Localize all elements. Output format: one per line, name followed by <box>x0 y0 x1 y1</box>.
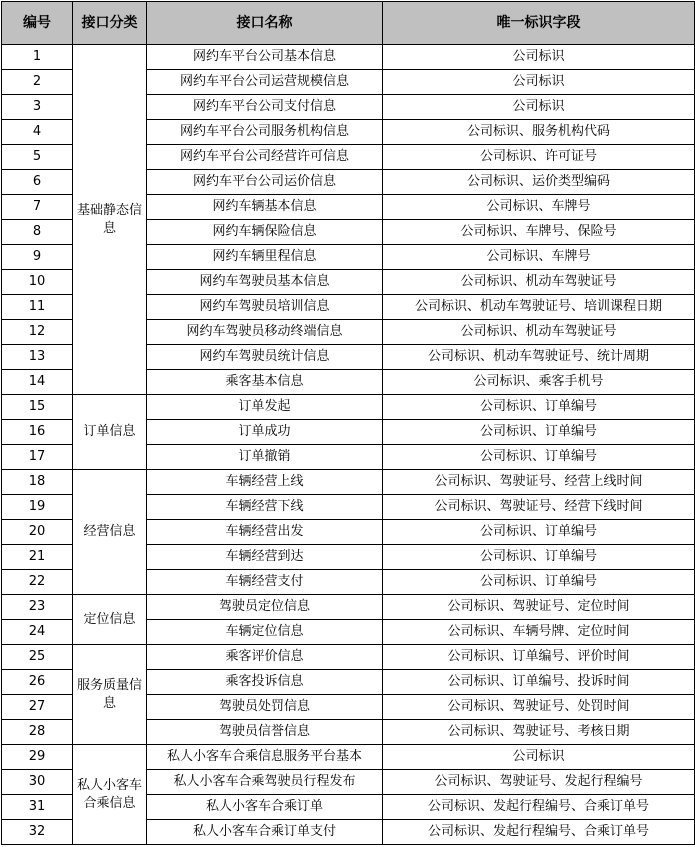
unique-id-fields: 公司标识、订单编号 <box>383 395 695 420</box>
category-cell: 基础静态信息 <box>73 45 147 395</box>
interface-name: 订单成功 <box>147 420 383 445</box>
interface-name: 乘客投诉信息 <box>147 670 383 695</box>
unique-id-fields: 公司标识 <box>383 745 695 770</box>
row-number: 17 <box>2 445 73 470</box>
interface-name: 网约车辆基本信息 <box>147 195 383 220</box>
row-number: 12 <box>2 320 73 345</box>
row-number: 31 <box>2 795 73 820</box>
interface-name: 乘客基本信息 <box>147 370 383 395</box>
interface-name: 乘客评价信息 <box>147 645 383 670</box>
row-number: 24 <box>2 620 73 645</box>
row-number: 11 <box>2 295 73 320</box>
unique-id-fields: 公司标识、订单编号 <box>383 520 695 545</box>
interface-name: 驾驶员处罚信息 <box>147 695 383 720</box>
interface-name: 网约车平台公司基本信息 <box>147 45 383 70</box>
interface-name: 私人小客车合乘信息服务平台基本 <box>147 745 383 770</box>
row-number: 21 <box>2 545 73 570</box>
row-number: 22 <box>2 570 73 595</box>
row-number: 2 <box>2 70 73 95</box>
unique-id-fields: 公司标识、发起行程编号、合乘订单号 <box>383 820 695 845</box>
interface-name: 车辆经营下线 <box>147 495 383 520</box>
row-number: 1 <box>2 45 73 70</box>
unique-id-fields: 公司标识、驾驶证号、处罚时间 <box>383 695 695 720</box>
table-row <box>2 395 695 420</box>
unique-id-fields: 公司标识、订单编号 <box>383 445 695 470</box>
unique-id-fields: 公司标识、订单编号、投诉时间 <box>383 670 695 695</box>
table-row <box>2 595 695 620</box>
unique-id-fields: 公司标识、服务机构代码 <box>383 120 695 145</box>
unique-id-fields: 公司标识、订单编号 <box>383 570 695 595</box>
unique-id-fields: 公司标识 <box>383 70 695 95</box>
interface-name: 网约车平台公司支付信息 <box>147 95 383 120</box>
unique-id-fields: 公司标识、驾驶证号、发起行程编号 <box>383 770 695 795</box>
row-number: 14 <box>2 370 73 395</box>
table-row <box>2 45 695 70</box>
row-number: 26 <box>2 670 73 695</box>
interface-name: 订单撤销 <box>147 445 383 470</box>
row-number: 15 <box>2 395 73 420</box>
row-number: 25 <box>2 645 73 670</box>
row-number: 19 <box>2 495 73 520</box>
unique-id-fields: 公司标识、机动车驾驶证号 <box>383 320 695 345</box>
header-row <box>2 2 695 45</box>
unique-id-fields: 公司标识、订单编号 <box>383 420 695 445</box>
row-number: 9 <box>2 245 73 270</box>
interface-name: 网约车驾驶员移动终端信息 <box>147 320 383 345</box>
unique-id-fields: 公司标识、发起行程编号、合乘订单号 <box>383 795 695 820</box>
unique-id-fields: 公司标识、驾驶证号、定位时间 <box>383 595 695 620</box>
row-number: 5 <box>2 145 73 170</box>
header-number: 编号 <box>2 2 73 45</box>
unique-id-fields: 公司标识 <box>383 95 695 120</box>
unique-id-fields: 公司标识、订单编号、评价时间 <box>383 645 695 670</box>
category-cell: 订单信息 <box>73 395 147 470</box>
row-number: 3 <box>2 95 73 120</box>
interface-name: 车辆经营到达 <box>147 545 383 570</box>
unique-id-fields: 公司标识、机动车驾驶证号 <box>383 270 695 295</box>
category-cell: 服务质量信息 <box>73 645 147 745</box>
row-number: 27 <box>2 695 73 720</box>
unique-id-fields: 公司标识、机动车驾驶证号、培训课程日期 <box>383 295 695 320</box>
row-number: 7 <box>2 195 73 220</box>
interface-name: 网约车平台公司运营规模信息 <box>147 70 383 95</box>
header-interface-name: 接口名称 <box>147 2 383 45</box>
category-cell: 定位信息 <box>73 595 147 645</box>
row-number: 13 <box>2 345 73 370</box>
interface-name: 车辆经营支付 <box>147 570 383 595</box>
row-number: 29 <box>2 745 73 770</box>
unique-id-fields: 公司标识、机动车驾驶证号、统计周期 <box>383 345 695 370</box>
interface-name: 驾驶员信誉信息 <box>147 720 383 745</box>
row-number: 32 <box>2 820 73 845</box>
table-row <box>2 745 695 770</box>
table-row <box>2 645 695 670</box>
unique-id-fields: 公司标识、乘客手机号 <box>383 370 695 395</box>
row-number: 18 <box>2 470 73 495</box>
interface-name: 车辆定位信息 <box>147 620 383 645</box>
interface-name: 网约车驾驶员培训信息 <box>147 295 383 320</box>
category-cell: 私人小客车合乘信息 <box>73 745 147 845</box>
interface-name: 私人小客车合乘订单 <box>147 795 383 820</box>
table-body <box>2 45 695 845</box>
interface-table <box>1 1 695 845</box>
unique-id-fields: 公司标识、驾驶证号、经营下线时间 <box>383 495 695 520</box>
row-number: 30 <box>2 770 73 795</box>
unique-id-fields: 公司标识、车辆号牌、定位时间 <box>383 620 695 645</box>
interface-name: 网约车平台公司服务机构信息 <box>147 120 383 145</box>
interface-name: 私人小客车合乘驾驶员行程发布 <box>147 770 383 795</box>
unique-id-fields: 公司标识、车牌号、保险号 <box>383 220 695 245</box>
interface-name: 网约车辆里程信息 <box>147 245 383 270</box>
header-category: 接口分类 <box>73 2 147 45</box>
interface-name: 网约车平台公司经营许可信息 <box>147 145 383 170</box>
interface-name: 网约车驾驶员统计信息 <box>147 345 383 370</box>
unique-id-fields: 公司标识、订单编号 <box>383 545 695 570</box>
interface-name: 驾驶员定位信息 <box>147 595 383 620</box>
unique-id-fields: 公司标识、驾驶证号、经营上线时间 <box>383 470 695 495</box>
unique-id-fields: 公司标识、运价类型编码 <box>383 170 695 195</box>
interface-name: 车辆经营出发 <box>147 520 383 545</box>
interface-name: 网约车辆保险信息 <box>147 220 383 245</box>
row-number: 16 <box>2 420 73 445</box>
interface-name: 订单发起 <box>147 395 383 420</box>
row-number: 20 <box>2 520 73 545</box>
row-number: 10 <box>2 270 73 295</box>
unique-id-fields: 公司标识、驾驶证号、考核日期 <box>383 720 695 745</box>
table-row <box>2 470 695 495</box>
row-number: 4 <box>2 120 73 145</box>
row-number: 6 <box>2 170 73 195</box>
header-unique-id-fields: 唯一标识字段 <box>383 2 695 45</box>
interface-name: 车辆经营上线 <box>147 470 383 495</box>
category-cell: 经营信息 <box>73 470 147 595</box>
row-number: 28 <box>2 720 73 745</box>
unique-id-fields: 公司标识、车牌号 <box>383 195 695 220</box>
interface-name: 私人小客车合乘订单支付 <box>147 820 383 845</box>
interface-name: 网约车驾驶员基本信息 <box>147 270 383 295</box>
unique-id-fields: 公司标识、许可证号 <box>383 145 695 170</box>
unique-id-fields: 公司标识 <box>383 45 695 70</box>
unique-id-fields: 公司标识、车牌号 <box>383 245 695 270</box>
row-number: 23 <box>2 595 73 620</box>
interface-name: 网约车平台公司运价信息 <box>147 170 383 195</box>
row-number: 8 <box>2 220 73 245</box>
